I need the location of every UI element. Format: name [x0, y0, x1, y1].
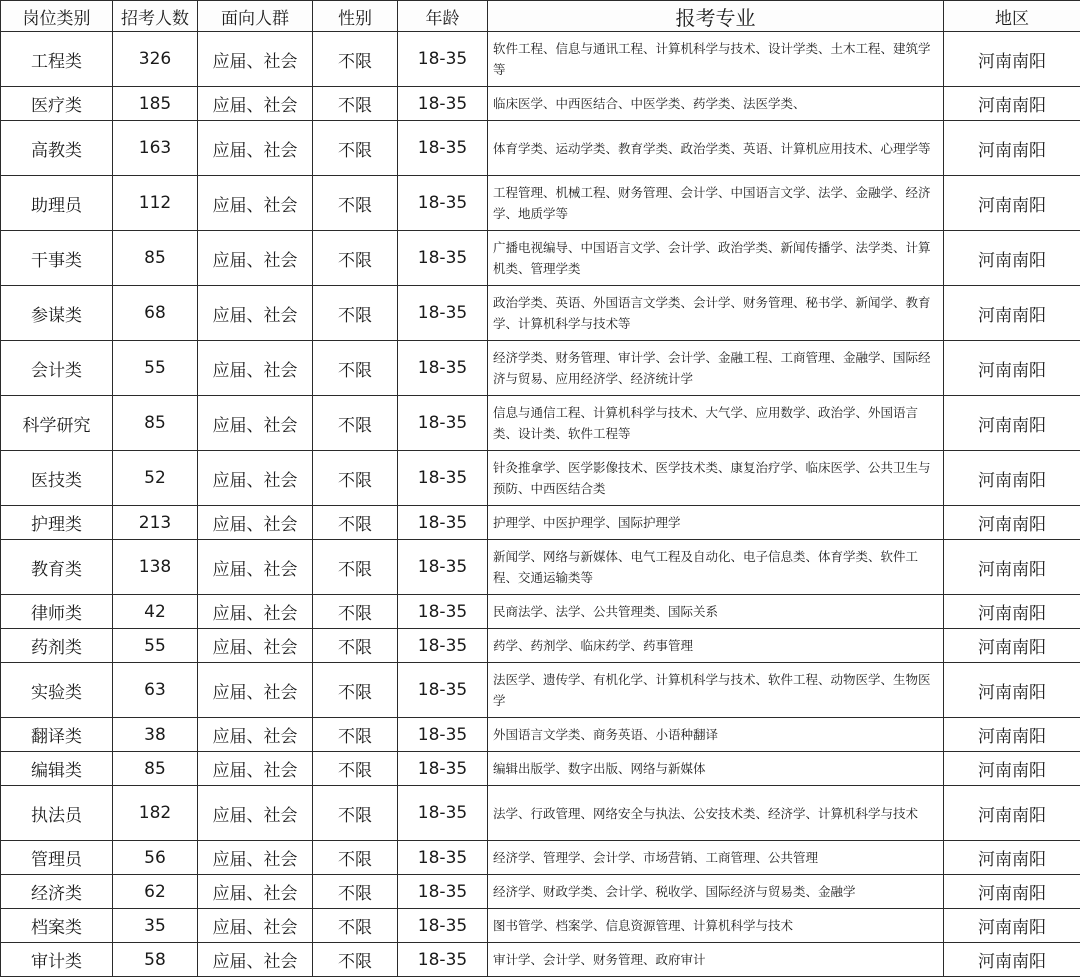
cell-audience: 应届、社会: [198, 87, 313, 121]
cell-audience: 应届、社会: [198, 841, 313, 875]
cell-majors: 法学、行政管理、网络安全与执法、公安技术类、经济学、计算机科学与技术: [488, 786, 944, 841]
cell-majors: 新闻学、网络与新媒体、电气工程及自动化、电子信息类、体育学类、软件工程、交通运输类等: [488, 540, 944, 595]
cell-majors: 针灸推拿学、医学影像技术、医学技术类、康复治疗学、临床医学、公共卫生与预防、中西医结合类: [488, 451, 944, 506]
header-count: 招考人数: [113, 1, 198, 32]
cell-region: 河南南阳: [944, 752, 1080, 786]
cell-audience: 应届、社会: [198, 718, 313, 752]
cell-gender: 不限: [313, 231, 398, 286]
cell-count: 56: [113, 841, 198, 875]
cell-category: 实验类: [1, 663, 113, 718]
cell-region: 河南南阳: [944, 32, 1080, 87]
cell-region: 河南南阳: [944, 121, 1080, 176]
cell-category: 医技类: [1, 451, 113, 506]
cell-count: 85: [113, 752, 198, 786]
cell-age: 18-35: [398, 943, 488, 977]
cell-region: 河南南阳: [944, 629, 1080, 663]
cell-category: 药剂类: [1, 629, 113, 663]
table-row: [1, 718, 1080, 752]
cell-majors: 法医学、遗传学、有机化学、计算机科学与技术、软件工程、动物医学、生物医学: [488, 663, 944, 718]
cell-region: 河南南阳: [944, 87, 1080, 121]
cell-count: 85: [113, 396, 198, 451]
cell-audience: 应届、社会: [198, 629, 313, 663]
cell-age: 18-35: [398, 875, 488, 909]
cell-majors: 审计学、会计学、财务管理、政府审计: [488, 943, 944, 977]
cell-age: 18-35: [398, 341, 488, 396]
cell-gender: 不限: [313, 540, 398, 595]
table-row: [1, 595, 1080, 629]
cell-category: 经济类: [1, 875, 113, 909]
cell-count: 163: [113, 121, 198, 176]
cell-count: 182: [113, 786, 198, 841]
cell-gender: 不限: [313, 506, 398, 540]
cell-region: 河南南阳: [944, 875, 1080, 909]
cell-gender: 不限: [313, 909, 398, 943]
cell-gender: 不限: [313, 341, 398, 396]
cell-category: 档案类: [1, 909, 113, 943]
cell-majors: 药学、药剂学、临床药学、药事管理: [488, 629, 944, 663]
cell-region: 河南南阳: [944, 595, 1080, 629]
cell-age: 18-35: [398, 121, 488, 176]
table-row: [1, 231, 1080, 286]
cell-majors: 图书管学、档案学、信息资源管理、计算机科学与技术: [488, 909, 944, 943]
cell-region: 河南南阳: [944, 943, 1080, 977]
cell-region: 河南南阳: [944, 506, 1080, 540]
table-row: [1, 540, 1080, 595]
cell-audience: 应届、社会: [198, 451, 313, 506]
cell-count: 55: [113, 629, 198, 663]
table-row: [1, 841, 1080, 875]
cell-category: 高教类: [1, 121, 113, 176]
cell-gender: 不限: [313, 875, 398, 909]
cell-gender: 不限: [313, 396, 398, 451]
cell-majors: 工程管理、机械工程、财务管理、会计学、中国语言文学、法学、金融学、经济学、地质学等: [488, 176, 944, 231]
header-row: [1, 1, 1080, 32]
cell-majors: 信息与通信工程、计算机科学与技术、大气学、应用数学、政治学、外国语言类、设计类、软件工程等: [488, 396, 944, 451]
cell-majors: 广播电视编导、中国语言文学、会计学、政治学类、新闻传播学、法学类、计算机类、管理学类: [488, 231, 944, 286]
header-category: 岗位类别: [1, 1, 113, 32]
cell-region: 河南南阳: [944, 663, 1080, 718]
cell-gender: 不限: [313, 32, 398, 87]
cell-category: 会计类: [1, 341, 113, 396]
cell-majors: 经济学、管理学、会计学、市场营销、工商管理、公共管理: [488, 841, 944, 875]
cell-gender: 不限: [313, 663, 398, 718]
header-region: 地区: [944, 1, 1080, 32]
cell-category: 干事类: [1, 231, 113, 286]
cell-count: 326: [113, 32, 198, 87]
cell-count: 62: [113, 875, 198, 909]
table-row: [1, 451, 1080, 506]
cell-gender: 不限: [313, 176, 398, 231]
header-gender: 性别: [313, 1, 398, 32]
cell-category: 助理员: [1, 176, 113, 231]
table-row: [1, 286, 1080, 341]
cell-age: 18-35: [398, 752, 488, 786]
cell-audience: 应届、社会: [198, 286, 313, 341]
table-row: [1, 875, 1080, 909]
cell-region: 河南南阳: [944, 718, 1080, 752]
cell-gender: 不限: [313, 595, 398, 629]
cell-majors: 编辑出版学、数字出版、网络与新媒体: [488, 752, 944, 786]
cell-region: 河南南阳: [944, 176, 1080, 231]
cell-category: 教育类: [1, 540, 113, 595]
cell-age: 18-35: [398, 176, 488, 231]
cell-majors: 护理学、中医护理学、国际护理学: [488, 506, 944, 540]
cell-audience: 应届、社会: [198, 909, 313, 943]
cell-gender: 不限: [313, 121, 398, 176]
header-audience: 面向人群: [198, 1, 313, 32]
cell-age: 18-35: [398, 231, 488, 286]
cell-audience: 应届、社会: [198, 32, 313, 87]
cell-age: 18-35: [398, 595, 488, 629]
cell-age: 18-35: [398, 87, 488, 121]
table-row: [1, 121, 1080, 176]
table-row: [1, 87, 1080, 121]
cell-category: 律师类: [1, 595, 113, 629]
table-row: [1, 32, 1080, 87]
cell-majors: 外国语言文学类、商务英语、小语种翻译: [488, 718, 944, 752]
cell-gender: 不限: [313, 87, 398, 121]
cell-count: 68: [113, 286, 198, 341]
cell-count: 63: [113, 663, 198, 718]
table-row: [1, 752, 1080, 786]
table-row: [1, 396, 1080, 451]
cell-audience: 应届、社会: [198, 506, 313, 540]
cell-category: 翻译类: [1, 718, 113, 752]
cell-gender: 不限: [313, 841, 398, 875]
cell-gender: 不限: [313, 451, 398, 506]
cell-gender: 不限: [313, 786, 398, 841]
cell-region: 河南南阳: [944, 451, 1080, 506]
cell-category: 执法员: [1, 786, 113, 841]
cell-gender: 不限: [313, 943, 398, 977]
cell-region: 河南南阳: [944, 841, 1080, 875]
table-row: [1, 176, 1080, 231]
cell-age: 18-35: [398, 451, 488, 506]
cell-majors: 临床医学、中西医结合、中医学类、药学类、法医学类、: [488, 87, 944, 121]
cell-count: 85: [113, 231, 198, 286]
cell-majors: 经济学类、财务管理、审计学、会计学、金融工程、工商管理、金融学、国际经济与贸易、应用经济学、经济统计学: [488, 341, 944, 396]
table-row: [1, 909, 1080, 943]
table-row: [1, 786, 1080, 841]
cell-count: 38: [113, 718, 198, 752]
cell-majors: 经济学、财政学类、会计学、税收学、国际经济与贸易类、金融学: [488, 875, 944, 909]
cell-region: 河南南阳: [944, 786, 1080, 841]
cell-category: 编辑类: [1, 752, 113, 786]
cell-category: 医疗类: [1, 87, 113, 121]
cell-category: 审计类: [1, 943, 113, 977]
cell-count: 58: [113, 943, 198, 977]
cell-age: 18-35: [398, 663, 488, 718]
cell-audience: 应届、社会: [198, 943, 313, 977]
cell-gender: 不限: [313, 752, 398, 786]
cell-majors: 政治学类、英语、外国语言文学类、会计学、财务管理、秘书学、新闻学、教育学、计算机科学与技术等: [488, 286, 944, 341]
cell-region: 河南南阳: [944, 909, 1080, 943]
table-row: [1, 943, 1080, 977]
cell-count: 35: [113, 909, 198, 943]
cell-count: 213: [113, 506, 198, 540]
cell-category: 管理员: [1, 841, 113, 875]
cell-age: 18-35: [398, 629, 488, 663]
cell-count: 112: [113, 176, 198, 231]
cell-age: 18-35: [398, 841, 488, 875]
cell-age: 18-35: [398, 32, 488, 87]
cell-audience: 应届、社会: [198, 341, 313, 396]
cell-gender: 不限: [313, 718, 398, 752]
cell-audience: 应届、社会: [198, 540, 313, 595]
cell-audience: 应届、社会: [198, 231, 313, 286]
cell-audience: 应届、社会: [198, 121, 313, 176]
header-majors: 报考专业: [488, 1, 944, 32]
cell-count: 185: [113, 87, 198, 121]
cell-count: 55: [113, 341, 198, 396]
table-row: [1, 341, 1080, 396]
cell-gender: 不限: [313, 286, 398, 341]
cell-region: 河南南阳: [944, 341, 1080, 396]
cell-age: 18-35: [398, 540, 488, 595]
cell-age: 18-35: [398, 786, 488, 841]
cell-category: 工程类: [1, 32, 113, 87]
cell-age: 18-35: [398, 286, 488, 341]
cell-category: 科学研究: [1, 396, 113, 451]
cell-gender: 不限: [313, 629, 398, 663]
cell-audience: 应届、社会: [198, 752, 313, 786]
cell-age: 18-35: [398, 396, 488, 451]
table-row: [1, 506, 1080, 540]
table-row: [1, 663, 1080, 718]
cell-majors: 民商法学、法学、公共管理类、国际关系: [488, 595, 944, 629]
cell-audience: 应届、社会: [198, 595, 313, 629]
cell-category: 护理类: [1, 506, 113, 540]
cell-majors: 体育学类、运动学类、教育学类、政治学类、英语、计算机应用技术、心理学等: [488, 121, 944, 176]
cell-region: 河南南阳: [944, 540, 1080, 595]
cell-audience: 应届、社会: [198, 176, 313, 231]
cell-audience: 应届、社会: [198, 663, 313, 718]
cell-region: 河南南阳: [944, 286, 1080, 341]
cell-count: 138: [113, 540, 198, 595]
cell-age: 18-35: [398, 506, 488, 540]
cell-count: 42: [113, 595, 198, 629]
cell-audience: 应届、社会: [198, 786, 313, 841]
table-row: [1, 629, 1080, 663]
cell-audience: 应届、社会: [198, 396, 313, 451]
cell-region: 河南南阳: [944, 396, 1080, 451]
cell-age: 18-35: [398, 909, 488, 943]
cell-age: 18-35: [398, 718, 488, 752]
cell-majors: 软件工程、信息与通讯工程、计算机科学与技术、设计学类、土木工程、建筑学等: [488, 32, 944, 87]
cell-region: 河南南阳: [944, 231, 1080, 286]
cell-category: 参谋类: [1, 286, 113, 341]
cell-audience: 应届、社会: [198, 875, 313, 909]
header-age: 年龄: [398, 1, 488, 32]
cell-count: 52: [113, 451, 198, 506]
